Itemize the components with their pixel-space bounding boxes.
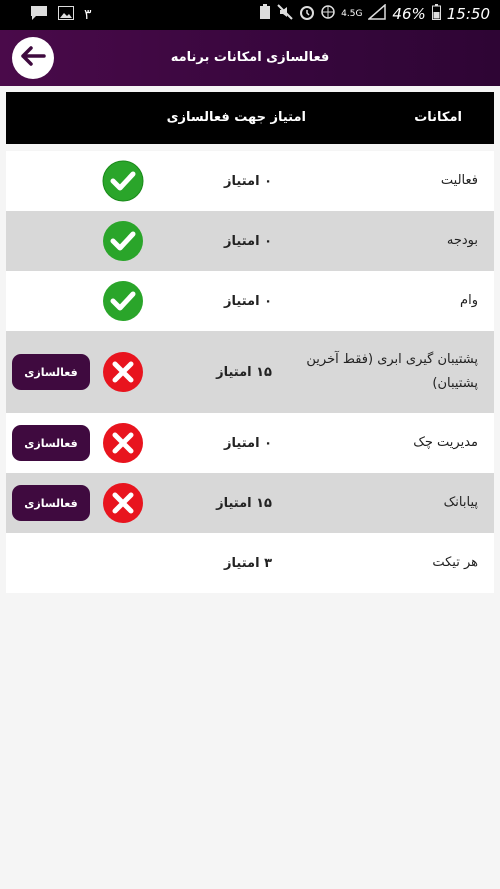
signal-icon: [368, 4, 386, 24]
battery-icon: [432, 4, 441, 24]
clock: 15:50: [446, 5, 490, 23]
features-table: [6, 92, 494, 593]
alarm-icon: [299, 4, 315, 24]
cross-icon: [102, 482, 144, 524]
activate-button[interactable]: فعالسازی: [12, 425, 90, 461]
row-feature: بودجه: [446, 233, 478, 248]
notification-count: ۳: [84, 7, 92, 23]
table-header: [6, 92, 494, 144]
row-points: ۱۵ امتیاز: [216, 364, 272, 380]
table-row: [6, 211, 494, 271]
row-points: ۳ امتیاز: [224, 555, 272, 571]
battery-level: 46%: [392, 5, 426, 23]
cross-icon: [102, 422, 144, 464]
row-feature: وام: [460, 293, 478, 308]
page-title: فعالسازی امکانات برنامه: [170, 50, 330, 65]
table-row: [6, 533, 494, 593]
activate-button[interactable]: فعالسازی: [12, 485, 90, 521]
mute-icon: [277, 4, 293, 24]
row-points: ۰ امتیاز: [224, 233, 272, 249]
row-feature: پیابانک: [443, 495, 478, 510]
network-type: 4.5G: [341, 9, 363, 19]
table-row: [6, 473, 494, 533]
message-icon: [30, 5, 48, 25]
row-feature: پشتیبان گیری ابری (فقط آخرین پشتیبان): [306, 352, 478, 391]
row-points: ۰ امتیاز: [224, 173, 272, 189]
check-icon: [102, 280, 144, 322]
header-points: امتیاز جهت فعالسازی: [166, 110, 306, 125]
row-points: ۱۵ امتیاز: [216, 495, 272, 511]
check-icon: [102, 160, 144, 202]
activate-button[interactable]: فعالسازی: [12, 354, 90, 390]
row-feature: هر تیکت: [432, 555, 478, 570]
image-icon: [58, 6, 74, 24]
table-row: [6, 413, 494, 473]
cross-icon: [102, 351, 144, 393]
table-row: [6, 331, 494, 413]
check-icon: [102, 220, 144, 262]
globe-icon: [321, 5, 335, 23]
row-feature: مدیریت چک: [413, 435, 478, 450]
row-feature: فعالیت: [440, 173, 478, 188]
row-points: ۰ امتیاز: [224, 435, 272, 451]
header-feature: امکانات: [414, 110, 462, 125]
table-row: [6, 271, 494, 331]
app-bar: [0, 30, 500, 86]
battery-saver-icon: [259, 4, 271, 24]
row-points: ۰ امتیاز: [224, 293, 272, 309]
status-bar: [0, 0, 500, 30]
table-row: [6, 151, 494, 211]
